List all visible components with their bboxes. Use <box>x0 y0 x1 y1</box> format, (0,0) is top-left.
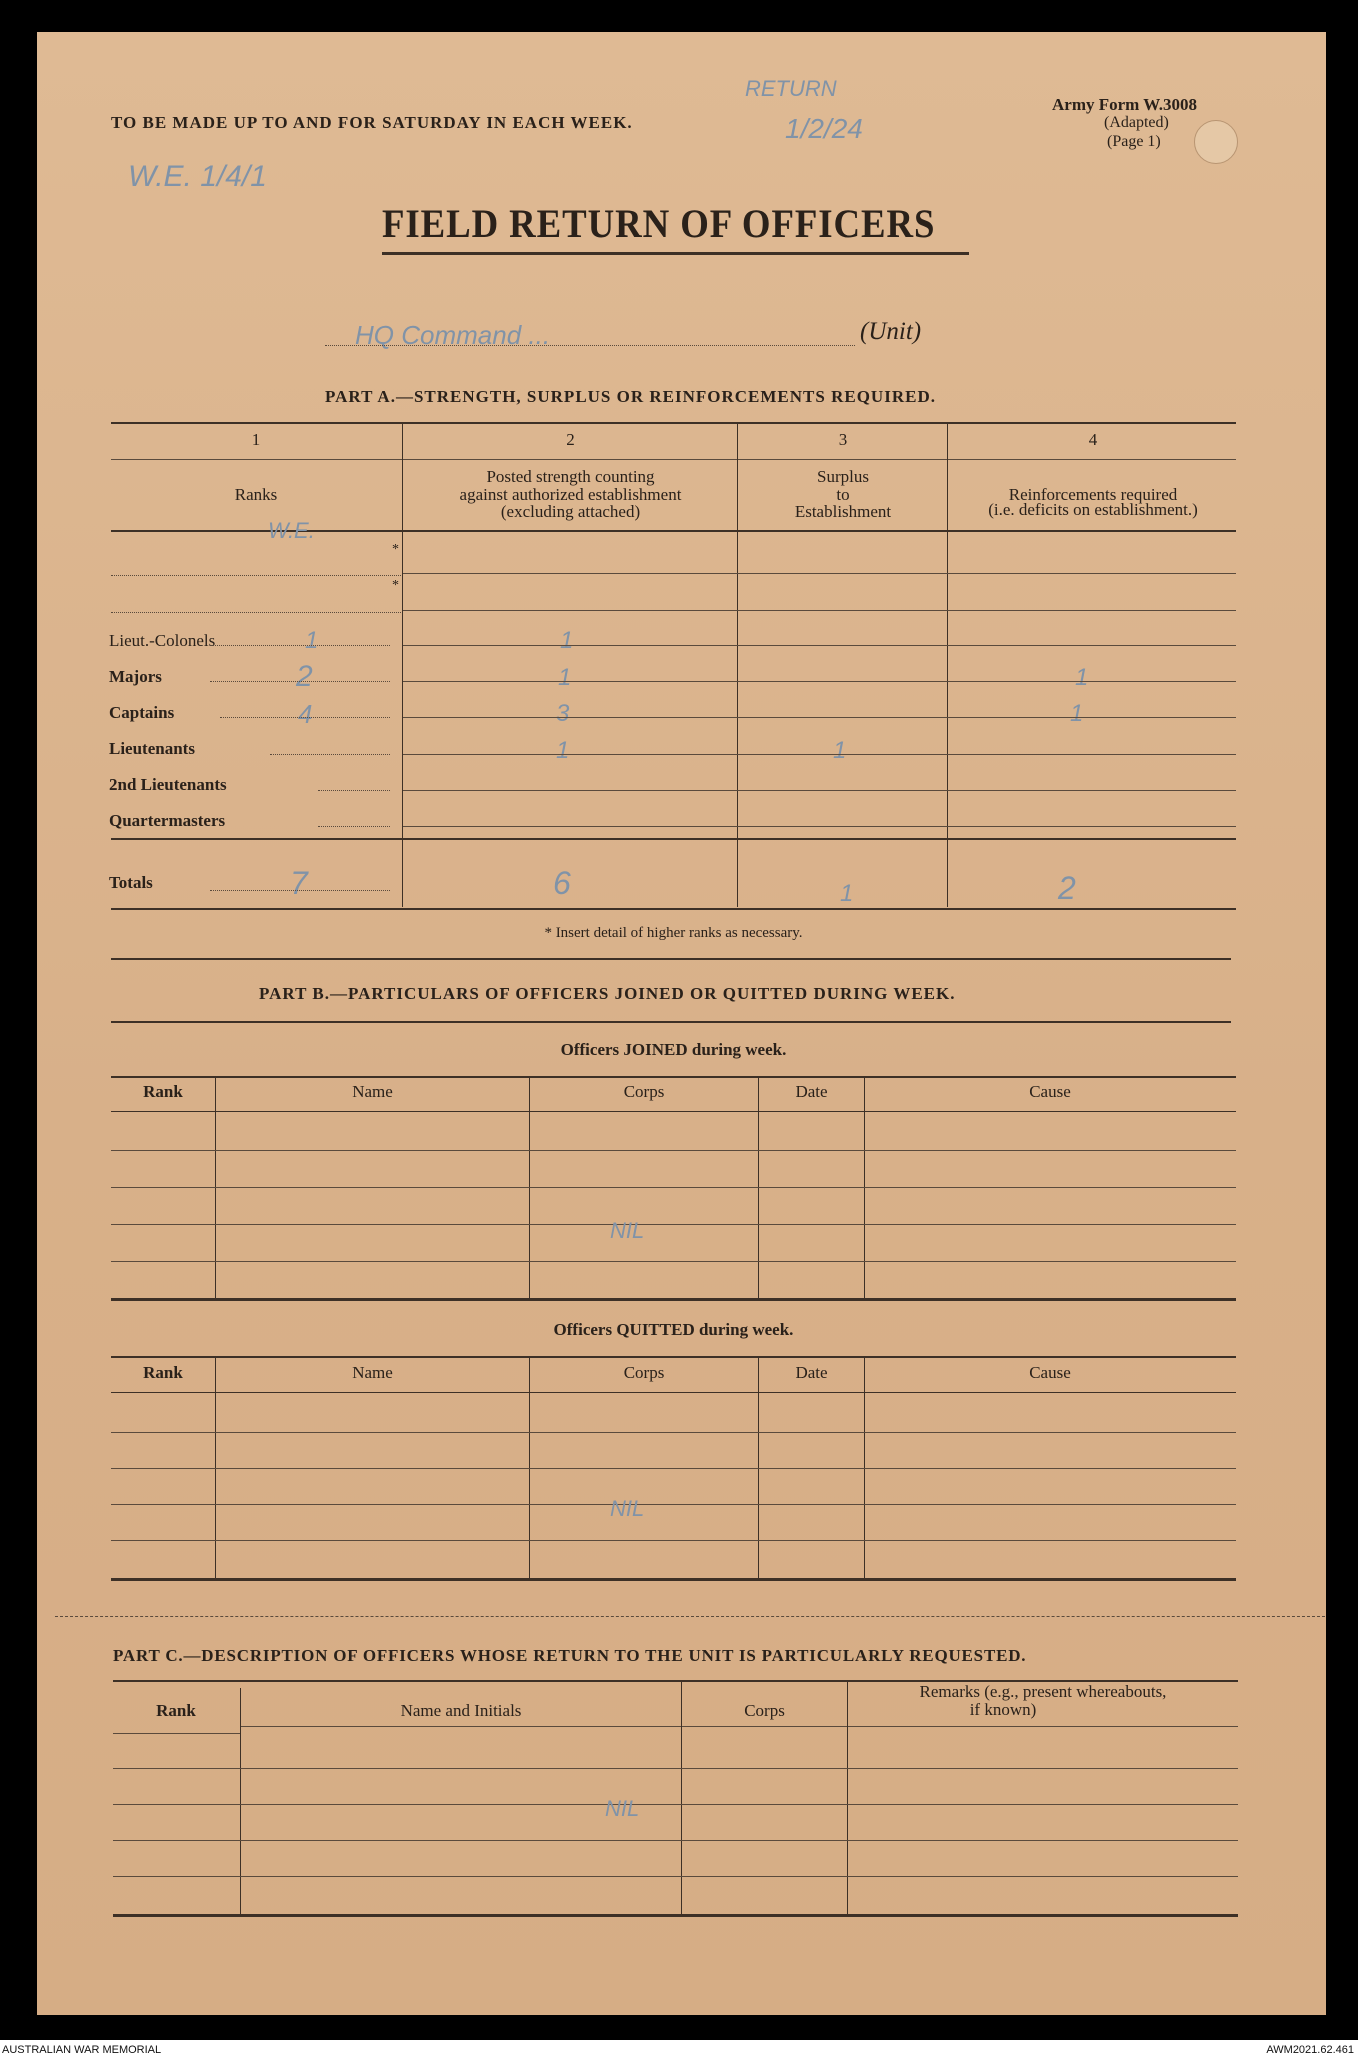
quitted-col-cause: Cause <box>1029 1363 1071 1382</box>
joined-col-corps: Corps <box>623 1082 665 1101</box>
rank-reinf: 1 <box>1070 700 1084 727</box>
footer-left: AUSTRALIAN WAR MEMORIAL <box>2 2044 162 2056</box>
joined-col-name: Name <box>352 1082 393 1101</box>
rank-we: 1 <box>305 627 319 654</box>
rank-we: 2 <box>296 660 313 693</box>
form-title: FIELD RETURN OF OFFICERS <box>382 201 936 246</box>
quitted-col-name: Name <box>352 1363 393 1382</box>
part-c-col-remarks-1: Remarks (e.g., present whereabouts, <box>919 1682 1167 1701</box>
footer-right: AWM2021.62.461 <box>1266 2044 1354 2056</box>
col-header-surplus-2: to <box>836 485 850 504</box>
col-header-ranks: Ranks <box>234 485 278 504</box>
totals-surplus: 1 <box>840 880 854 907</box>
col-header-surplus-3: Establishment <box>794 502 892 521</box>
footer-strip <box>0 2040 1358 2061</box>
col-number-4: 4 <box>1088 430 1098 449</box>
rank-reinf: 1 <box>1075 664 1089 691</box>
rank-label: Lieut.-Colonels <box>109 631 216 650</box>
rank-label: Quartermasters <box>109 811 226 830</box>
rank-surplus: 1 <box>833 737 847 764</box>
col-number-2: 2 <box>566 430 575 449</box>
quitted-col-rank: Rank <box>143 1363 183 1382</box>
form-adapted: (Adapted) <box>1104 114 1169 131</box>
col-header-reinf-2: (i.e. deficits on establishment.) <box>988 500 1198 519</box>
totals-posted: 6 <box>553 865 571 901</box>
col-number-3: 3 <box>838 430 848 449</box>
quitted-col-date: Date <box>795 1363 828 1382</box>
rank-label: 2nd Lieutenants <box>109 775 227 794</box>
form-page: (Page 1) <box>1107 133 1161 150</box>
part-c-nil: NIL <box>605 1796 640 1821</box>
part-b-title: PART B.—PARTICULARS OF OFFICERS JOINED OR QUITTED DURING WEEK. <box>259 984 956 1003</box>
unit-label: (Unit) <box>860 318 922 345</box>
rank-we: 4 <box>298 699 313 729</box>
handwritten-date: 1/2/24 <box>785 113 863 144</box>
quitted-nil: NIL <box>610 1496 645 1521</box>
asterisk-2: * <box>392 578 399 593</box>
joined-col-date: Date <box>795 1082 828 1101</box>
rank-posted: 3 <box>556 700 570 727</box>
col-header-posted-3: (excluding attached) <box>500 502 641 521</box>
part-c-title: PART C.—DESCRIPTION OF OFFICERS WHOSE RETURN TO THE UNIT IS PARTICULARLY REQUESTED. <box>113 1646 1027 1665</box>
part-c-col-corps: Corps <box>744 1701 785 1720</box>
joined-col-rank: Rank <box>143 1082 183 1101</box>
joined-title: Officers JOINED during week. <box>560 1040 787 1059</box>
handwritten-we: W.E. 1/4/1 <box>128 160 267 193</box>
totals-reinf: 2 <box>1058 870 1076 906</box>
col-header-posted-1: Posted strength counting <box>486 467 655 486</box>
col-header-posted-2: against authorized establishment <box>459 485 682 504</box>
part-a-title: PART A.—STRENGTH, SURPLUS OR REINFORCEMENTS REQUIRED. <box>325 387 936 406</box>
col-header-reinf-1: Reinforcements required <box>1008 485 1178 504</box>
part-c-col-rank: Rank <box>156 1701 196 1720</box>
rank-label: Lieutenants <box>109 739 195 758</box>
unit-value: HQ Command ... <box>355 320 551 350</box>
asterisk-1: * <box>392 542 399 557</box>
handwritten-return: RETURN <box>745 76 837 101</box>
col-header-surplus-1: Surplus <box>817 467 869 486</box>
rank-posted: 1 <box>560 627 574 654</box>
rank-label: Majors <box>109 667 162 686</box>
totals-we: 7 <box>290 865 308 901</box>
handwritten-we-ranks: W.E. <box>268 518 315 543</box>
joined-col-cause: Cause <box>1029 1082 1071 1101</box>
joined-nil: NIL <box>610 1218 645 1243</box>
col-number-1: 1 <box>251 430 261 449</box>
punch-hole <box>1194 120 1238 164</box>
totals-label: Totals <box>109 873 153 892</box>
rank-posted: 1 <box>556 737 570 764</box>
part-c-col-name: Name and Initials <box>400 1701 522 1720</box>
form-number: Army Form W.3008 <box>1052 95 1197 114</box>
quitted-col-corps: Corps <box>623 1363 665 1382</box>
quitted-title: Officers QUITTED during week. <box>553 1320 794 1339</box>
part-a-footnote: * Insert detail of higher ranks as necessary. <box>544 925 803 941</box>
part-c-col-remarks-2: if known) <box>969 1700 1037 1719</box>
instruction-text: TO BE MADE UP TO AND FOR SATURDAY IN EACH WEEK. <box>111 113 633 132</box>
rank-label: Captains <box>109 703 175 722</box>
rank-posted: 1 <box>558 664 572 691</box>
